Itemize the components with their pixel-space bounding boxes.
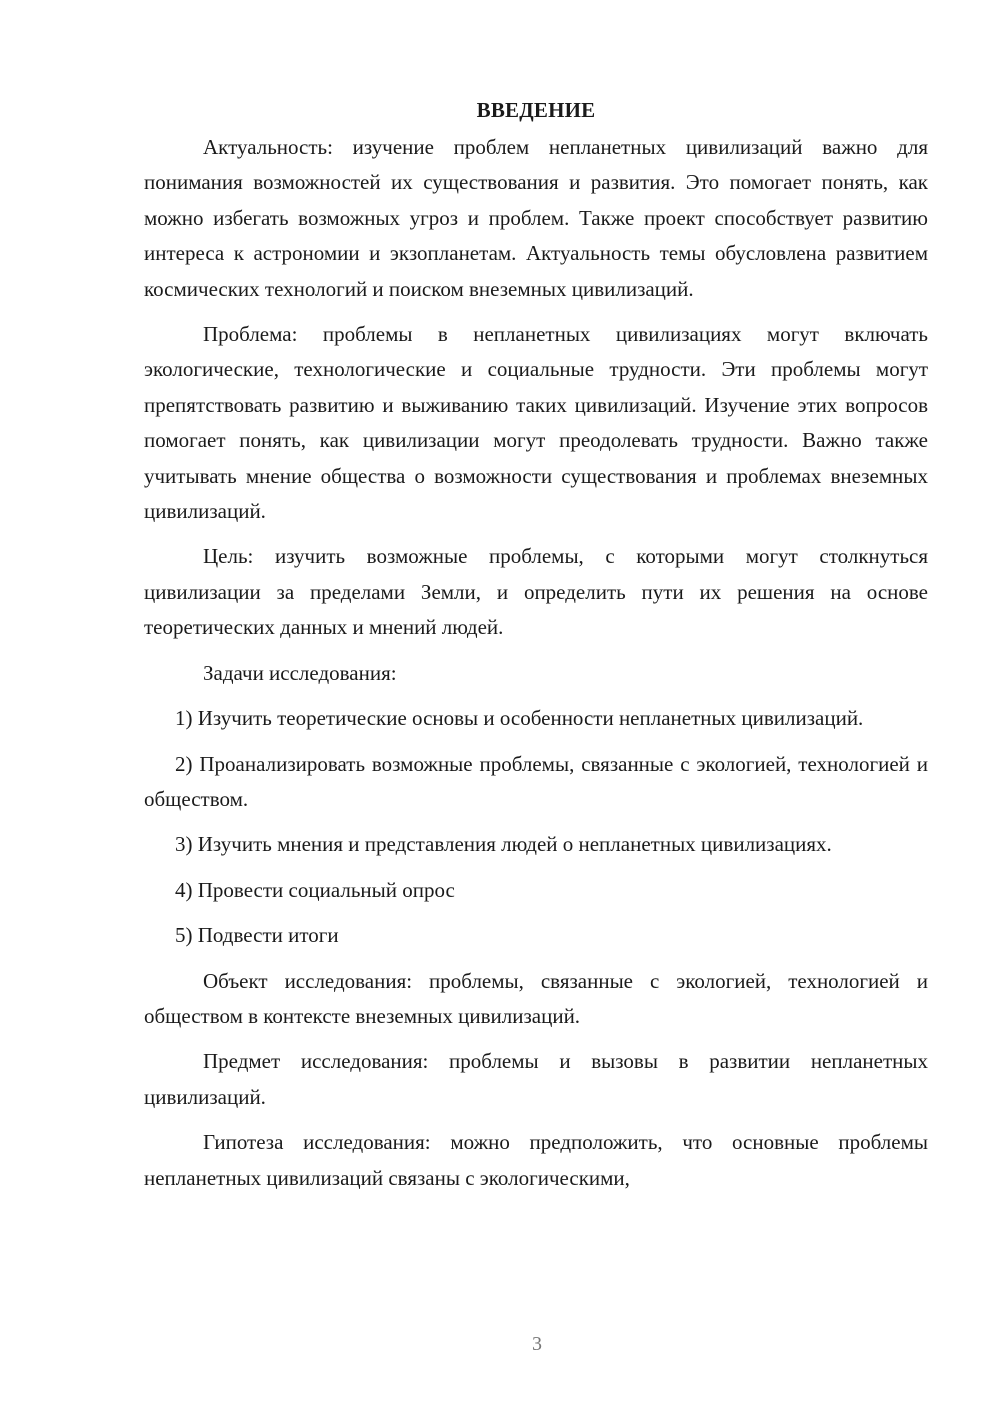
task-item: 2) Проанализировать возможные проблемы, связанные с экологией, технологией и обществом. [144,751,928,811]
section-heading: ВВЕДЕНИЕ [476,98,596,122]
page-number: 3 [532,1333,542,1355]
task-item: 5) Подвести итоги [175,923,339,948]
task-item: 1) Изучить теоретические основы и особенности непланетных цивилизаций. [175,706,864,731]
page-content [144,92,928,1206]
tasks-title: Задачи исследования: [203,660,397,685]
task-item: 4) Провести социальный опрос [175,877,455,902]
problem-paragraph: Проблема: проблемы в непланетных цивилизациях могут включать экологические, технологические и социальные трудности. Эти проблемы могут препятствовать развитию и выживанию таких цивилизаций. Изучение этих вопросов помогает понять, как цивилизации могут преодолевать трудности. Важно также учитывать мнение общества о возможности существования и проблемах внеземных цивилизаций. [144,322,928,524]
subject-paragraph: Предмет исследования: проблемы и вызовы в развитии непланетных цивилизаций. [144,1049,928,1109]
object-paragraph: Объект исследования: проблемы, связанные с экологией, технологией и обществом в контексте внеземных цивилизаций. [144,968,928,1028]
relevance-paragraph: Актуальность: изучение проблем непланетных цивилизаций важно для понимания возможностей их существования и развития. Это помогает понять, как можно избегать возможных угроз и проблем. Также проект способствует развитию интереса к астрономии и экзопланетам. Актуальность темы обусловлена развитием космических технологий и поиском внеземных цивилизаций. [144,135,928,301]
hypothesis-paragraph: Гипотеза исследования: можно предположить, что основные проблемы непланетных цивилизаций связаны с экологическими, [144,1130,928,1190]
goal-paragraph: Цель: изучить возможные проблемы, с которыми могут столкнуться цивилизации за пределами Земли, и определить пути их решения на основе теоретических данных и мнений людей. [144,544,928,640]
task-item: 3) Изучить мнения и представления людей о непланетных цивилизациях. [175,832,832,857]
